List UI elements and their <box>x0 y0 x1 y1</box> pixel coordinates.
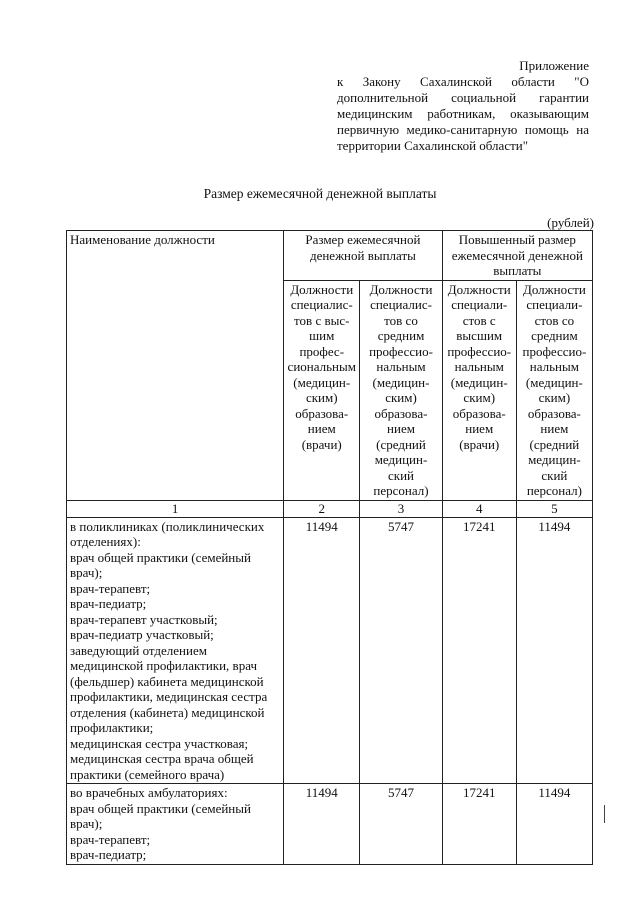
position-line: врач-терапевт; <box>70 831 151 847</box>
column-number: 2 <box>284 500 360 517</box>
column-number: 4 <box>442 500 516 517</box>
position-line: в поликлиниках (поликлинических отделениях): <box>70 518 265 549</box>
subheader-nurses-increased: Должности специали-стов со средним профессио-нальным (медицин-ским) образова-нием (средний медицин-ский персонал) <box>516 280 592 500</box>
currency-note: (рублей) <box>547 215 594 230</box>
document-title: Размер ежемесячной денежной выплаты <box>203 186 437 201</box>
position-line: врач-терапевт участковый; <box>70 611 218 627</box>
column-number: 5 <box>516 500 592 517</box>
column-number: 1 <box>67 500 284 517</box>
value-nurses-increased: 11494 <box>516 517 592 784</box>
table-row <box>67 517 593 784</box>
row-positions <box>67 784 284 865</box>
row-positions <box>67 517 284 784</box>
annex-title: Приложение <box>519 58 589 73</box>
position-line: врач-педиатр; <box>70 847 147 862</box>
value-doctors-base: 11494 <box>284 784 360 865</box>
subheader-doctors-base: Должности специалис-тов с выс-шим профес-сиональным (медицин-ским) образова-нием (врачи) <box>284 280 360 500</box>
table-row <box>67 784 593 865</box>
position-line: врач общей практики (семейный врач); <box>70 800 251 831</box>
header-group-increased: Повышенный размер ежемесячной денежной выплаты <box>442 231 592 281</box>
table-header-row <box>67 231 593 281</box>
subheader-doctors-increased: Должности специали-стов с высшим профессио-нальным (медицин-ским) образова-нием (врачи) <box>442 280 516 500</box>
value-doctors-base: 11494 <box>284 517 360 784</box>
position-line: медицинская сестра участковая; медицинская сестра врача общей практики (семейного врача) <box>70 735 254 782</box>
position-line: заведующий отделением медицинской профилактики, врач (фельдшер) кабинета медицинской профилактики, медицинская сестра отделения (кабинета) медицинской профилактики; <box>70 642 268 735</box>
value-nurses-increased: 11494 <box>516 784 592 865</box>
value-doctors-increased: 17241 <box>442 517 516 784</box>
position-line: во врачебных амбулаториях: <box>70 785 228 800</box>
header-group-base: Размер ежемесячной денежной выплаты <box>284 231 443 281</box>
column-number: 3 <box>360 500 442 517</box>
annex-block <box>337 58 589 154</box>
position-line: врач-педиатр участковый; <box>70 627 214 642</box>
annex-text: к Закону Сахалинской области "О дополнительной социальной гарантии медицинским работникам, оказывающим первичную медико-санитарную помощь на территории Сахалинской области" <box>337 74 589 153</box>
position-line: врач общей практики (семейный врач); <box>70 549 251 580</box>
payments-table <box>66 230 593 865</box>
position-line: врач-терапевт; <box>70 580 151 596</box>
subheader-nurses-base: Должности специалис-тов со средним профессио-нальным (медицин-ским) образова-нием (средний медицин-ский персонал) <box>360 280 442 500</box>
scan-mark <box>604 805 607 823</box>
value-doctors-increased: 17241 <box>442 784 516 865</box>
value-nurses-base: 5747 <box>360 784 442 865</box>
column-numbers-row <box>67 500 593 517</box>
header-position-name: Наименование должности <box>67 231 284 501</box>
position-line: врач-педиатр; <box>70 596 147 611</box>
value-nurses-base: 5747 <box>360 517 442 784</box>
